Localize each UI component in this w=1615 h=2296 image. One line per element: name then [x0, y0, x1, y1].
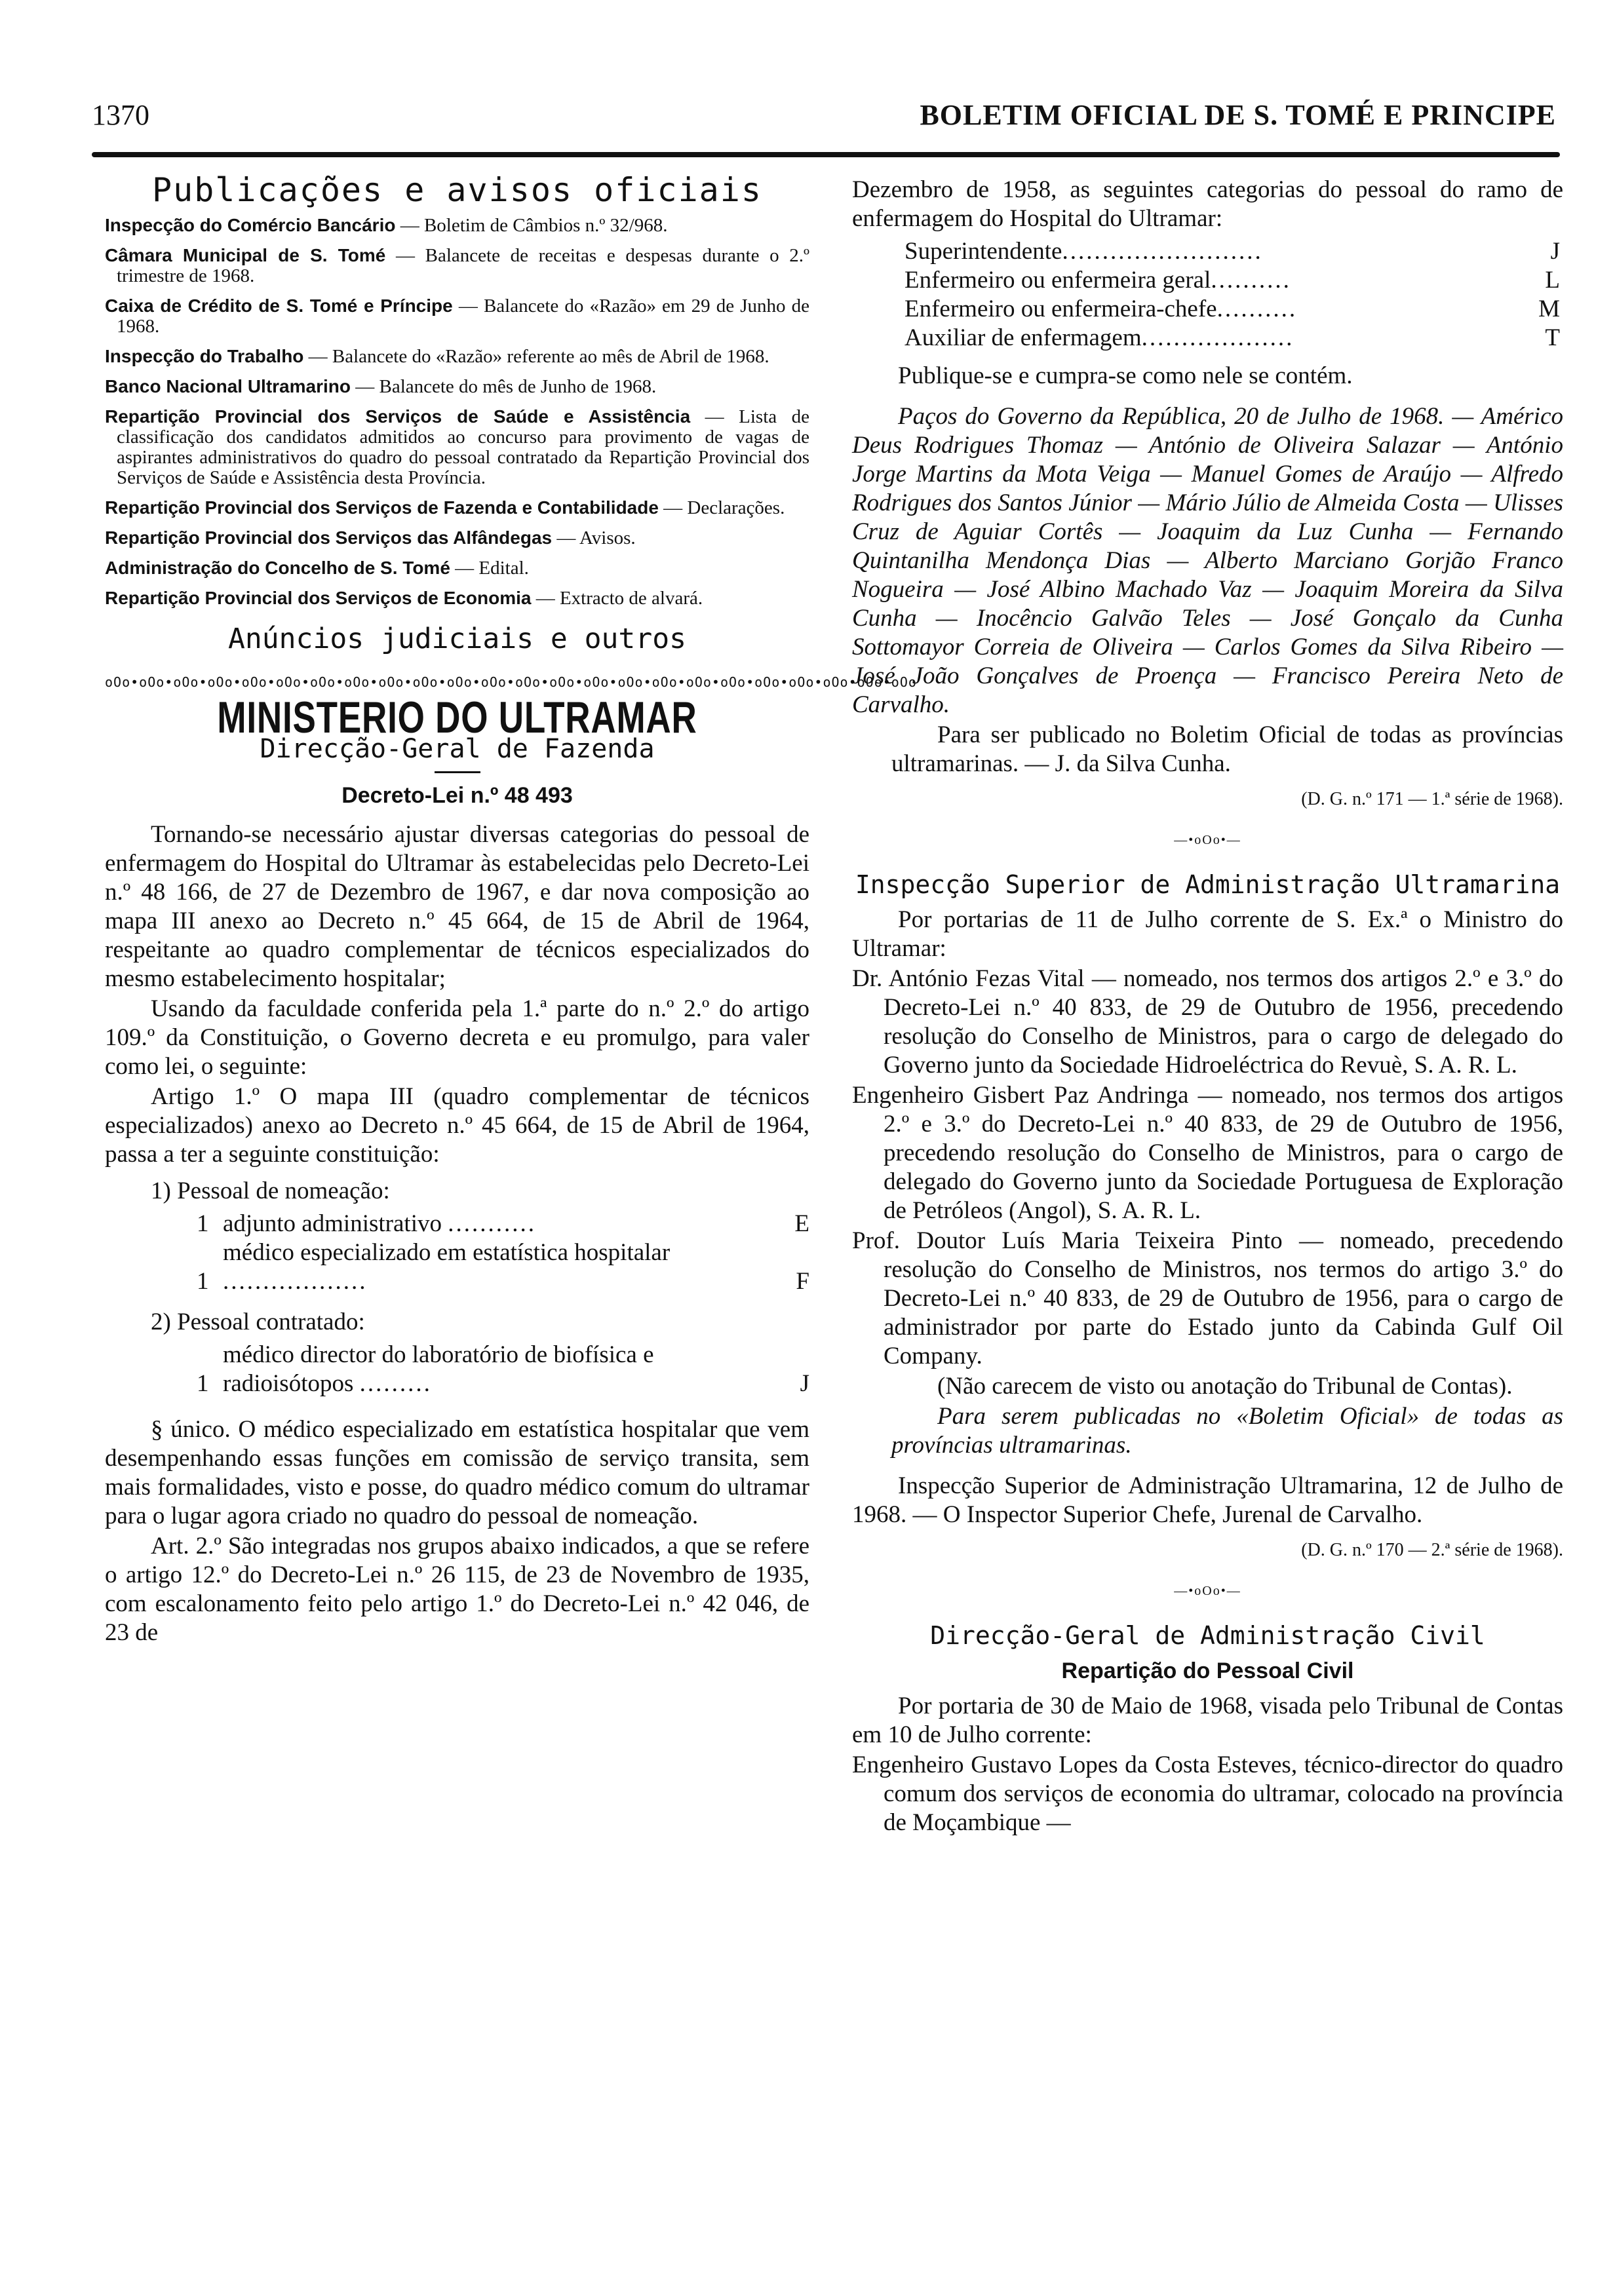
left-column [105, 171, 917, 1649]
notice-item [105, 558, 809, 579]
category-label [905, 295, 1534, 324]
group-label: 1) Pessoal de nomeação: [151, 1177, 390, 1204]
notice-item [105, 527, 809, 548]
notice-head: Repartição Provincial dos Serviços de Economia [105, 588, 532, 608]
notice-text: — Extracto de alvará. [531, 588, 703, 609]
notice-text: — Balancete do mês de Junho de 1968. [350, 376, 657, 397]
header-rule [92, 152, 1560, 157]
leader-dots: ......... [359, 1370, 432, 1397]
staff-count: 1 [197, 1268, 209, 1295]
visto-note: (Não carecem de visto ou anotação do Tribunal de Contas). [937, 1373, 1513, 1400]
notice-head: Inspecção do Trabalho [105, 346, 304, 366]
category-label [905, 237, 1534, 266]
notice-head: Câmara Municipal de S. Tomé [105, 245, 386, 265]
leader-dots: ........... [448, 1210, 536, 1237]
category-label-text: Enfermeiro ou enfermeira geral [905, 267, 1211, 294]
category-row [905, 237, 1560, 266]
notice-item [105, 245, 809, 286]
category-table [905, 237, 1560, 353]
category-grade: M [1538, 296, 1560, 322]
inspeccao-title: Inspecção Superior de Administração Ultramarina [855, 870, 1561, 899]
staff-title [223, 1238, 777, 1296]
publicacoes-heading: Publicações e avisos oficiais [152, 171, 762, 209]
staff-title-text: médico especializado em estatística hospitalar [223, 1239, 671, 1266]
direction-title: Direcção-Geral de Fazenda [260, 734, 655, 764]
decree-title: Decreto-Lei n.º 48 493 [341, 783, 573, 808]
ornament-border: oOo•oOo•oOo•oOo•oOo•oOo•oOo•oOo•oOo•oOo•oOo•oOo•oOo•oOo•oOo•oOo•oOo•oOo•oOo•oOo•oOo•oOo•oOo•oOo [105, 674, 917, 690]
civil-intro: Por portaria de 30 de Maio de 1968, visada pelo Tribunal de Contas em 10 de Julho corrente: [852, 1693, 1563, 1748]
ornament: —•oOo•— [1174, 1584, 1241, 1598]
staff-grade: J [800, 1370, 809, 1397]
notice-text: — Avisos. [552, 527, 636, 548]
notice-item [105, 406, 809, 488]
ornament: —•oOo•— [1174, 833, 1241, 847]
portaria-entry: Dr. António Fezas Vital — nomeado, nos termos dos artigos 2.º e 3.º do Decreto-Lei n.º 40 833, de 29 de Outubro de 1956, precedendo resolução do Conselho de Ministros, para o cargo de delegado do Governo junto da Sociedade Hidroeléctrica do Revuè, S. A. R. L. [852, 965, 1563, 1079]
publication-note: Para ser publicado no Boletim Oficial de todas as províncias ultramarinas. — J. da Silva Cunha. [891, 721, 1563, 777]
civil-title: Direcção-Geral de Administração Civil [930, 1621, 1485, 1650]
notice-text: — Edital. [450, 558, 529, 579]
staff-title [223, 1210, 777, 1238]
decree-paragraph: Tornando-se necessário ajustar diversas categorias do pessoal de enfermagem do Hospital do Ultramar às estabelecidas pelo Decreto-Lei n.º 48 166, de 27 de Dezembro de 1967, e dar nova composição ao mapa III anexo ao Decreto n.º 45 664, de 15 de Abril de 1964, respeitante ao quadro complementar de técnicos especializados do mesmo estabelecimento hospitalar; [105, 821, 809, 992]
category-label-text: Auxiliar de enfermagem [905, 324, 1142, 351]
staff-grade: E [794, 1210, 809, 1237]
publique-text: Publique-se e cumpra-se como nele se contém. [898, 362, 1353, 389]
inspeccao-signature: Inspecção Superior de Administração Ultramarina, 12 de Julho de 1968. — O Inspector Superior Chefe, Jurenal de Carvalho. [852, 1472, 1563, 1528]
portarias-intro: Por portarias de 11 de Julho corrente de S. Ex.ª o Ministro do Ultramar: [852, 906, 1563, 962]
civil-entry: Engenheiro Gustavo Lopes da Costa Esteves, técnico-director do quadro comum dos serviços de economia do ultramar, colocado na província de Moçambique — [852, 1751, 1563, 1836]
staff-grade: F [796, 1268, 809, 1295]
notice-text: — Balancete de receitas e despesas durante o 2.º trimestre de 1968. [117, 245, 809, 286]
publicacoes-list [105, 215, 809, 609]
staff-count: 1 [197, 1370, 209, 1397]
page-number: 1370 [92, 99, 149, 131]
notice-text: — Balancete do «Razão» em 29 de Junho de 1968. [117, 296, 809, 337]
staff-title-text: adjunto administrativo [223, 1210, 442, 1237]
leader-dots: .................. [223, 1268, 368, 1295]
staff-item [197, 1210, 809, 1238]
article-2: Art. 2.º São integradas nos grupos abaixo indicados, a que se refere o artigo 12.º do Decreto-Lei n.º 26 115, de 23 de Novembro de 1935, com escalonamento feito pelo artigo 1.º do Decreto-Lei n.º 42 046, de 23 de [105, 1533, 809, 1646]
category-label [905, 266, 1534, 295]
notice-item [105, 588, 809, 609]
ministry-title: MINISTERIO DO ULTRAMAR [217, 693, 697, 742]
category-grade: T [1545, 324, 1560, 351]
paragraph-unico: § único. O médico especializado em estatística hospitalar que vem desempenhando essas funções em comissão de serviço transita, sem mais formalidades, visto e posse, do quadro médico comum do ultramar para o lugar agora criado no quadro do pessoal de nomeação. [105, 1416, 809, 1529]
signatures-paragraph: Paços do Governo da República, 20 de Julho de 1968. — Américo Deus Rodrigues Thomaz — António de Oliveira Salazar — António Jorge Martins da Mota Veiga — Manuel Gomes de Araújo — Alfredo Rodrigues dos Santos Júnior — Mário Júlio de Almeida Costa — Ulisses Cruz de Aguiar Cortês — Joaquim da Luz Cunha — Fernando Quintanilha Mendonça Dias — Alberto Marciano Gorjão Franco Nogueira — José Albino Machado Vaz — Joaquim Moreira da Silva Cunha — Inocêncio Galvão Teles — José Gonçalo da Cunha Sottomayor Correia de Oliveira — Carlos Gomes da Silva Ribeiro — José João Gonçalves de Proença — Francisco Pereira Neto de Carvalho. [852, 403, 1563, 718]
category-row [905, 295, 1560, 324]
citation: (D. G. n.º 171 — 1.ª série de 1968). [1301, 789, 1563, 809]
notice-text: — Lista de classificação dos candidatos admitidos ao concurso para provimento de vagas de aspirantes administrativos do quadro do pessoal contratado da Repartição Provincial dos Serviços de Saúde e Assistência desta Província. [117, 406, 810, 488]
staff-item [197, 1238, 809, 1296]
category-row [905, 266, 1560, 295]
notice-head: Repartição Provincial dos Serviços de Fazenda e Contabilidade [105, 497, 659, 518]
notice-text: — Balancete do «Razão» referente ao mês de Abril de 1968. [303, 346, 769, 367]
leader-dots: ......................... [1062, 238, 1263, 265]
running-title: BOLETIM OFICIAL DE S. TOMÉ E PRINCIPE [920, 99, 1556, 131]
publication-note: Para serem publicadas no «Boletim Oficial» de todas as províncias ultramarinas. [891, 1403, 1563, 1459]
notice-head: Repartição Provincial dos Serviços das Alfândegas [105, 527, 553, 548]
leader-dots: ................... [1141, 324, 1294, 351]
leader-dots: .......... [1211, 267, 1291, 294]
category-label [905, 324, 1534, 353]
notice-head: Caixa de Crédito de S. Tomé e Príncipe [105, 296, 453, 316]
notice-text: — Declarações. [658, 497, 785, 518]
staff-title-text: médico director do laboratório de biofísica e radioisótopos [223, 1341, 654, 1397]
category-row [905, 324, 1560, 353]
decree-paragraph: Artigo 1.º O mapa III (quadro complementar de técnicos especializados) anexo ao Decreto n.º 45 664, de 15 de Abril de 1964, passa a ter a seguinte constituição: [105, 1083, 809, 1168]
decree-paragraph: Usando da faculdade conferida pela 1.ª parte do n.º 2.º do artigo 109.º da Constituição, o Governo decreta e eu promulgo, para valer como lei, o seguinte: [105, 995, 809, 1080]
notice-head: Repartição Provincial dos Serviços de Saúde e Assistência [105, 406, 691, 427]
category-grade: J [1550, 238, 1560, 265]
civil-subtitle: Repartição do Pessoal Civil [1061, 1658, 1354, 1683]
anuncios-heading: Anúncios judiciais e outros [228, 622, 686, 655]
group-label: 2) Pessoal contratado: [151, 1309, 365, 1335]
notice-head: Banco Nacional Ultramarino [105, 376, 351, 396]
portaria-entry: Engenheiro Gisbert Paz Andringa — nomeado, nos termos dos artigos 2.º e 3.º do Decreto-Lei n.º 40 833, de 29 de Outubro de 1956, precedendo resolução do Conselho de Ministros, para o cargo de delegado do Governo junto da Sociedade Portuguesa de Exploração de Petróleos (Angol), S. A. R. L. [852, 1082, 1563, 1224]
citation: (D. G. n.º 170 — 2.ª série de 1968). [1301, 1540, 1563, 1560]
staff-item [197, 1341, 809, 1398]
right-column [852, 176, 1563, 1839]
category-label-text: Enfermeiro ou enfermeira-chefe [905, 296, 1217, 322]
notice-item [105, 497, 809, 518]
divider [435, 771, 480, 773]
continuation-text: Dezembro de 1958, as seguintes categorias do pessoal do ramo de enfermagem do Hospital do Ultramar: [852, 176, 1563, 232]
category-grade: L [1545, 267, 1560, 294]
portaria-entry: Prof. Doutor Luís Maria Teixeira Pinto — nomeado, precedendo resolução do Conselho de Ministros, nos termos do artigo 3.º do Decreto-Lei n.º 40 833, de 29 de Outubro de 1956, para o cargo de administrador por parte do Estado junto da Cabinda Gulf Oil Company. [852, 1227, 1563, 1369]
notice-head: Inspecção do Comércio Bancário [105, 215, 396, 235]
notice-item [105, 296, 809, 337]
category-label-text: Superintendente [905, 238, 1062, 265]
leader-dots: .......... [1216, 296, 1298, 322]
staff-title [223, 1341, 777, 1398]
notice-text: — Boletim de Câmbios n.º 32/968. [395, 215, 668, 236]
notice-item [105, 346, 809, 367]
staff-count: 1 [197, 1210, 209, 1237]
notice-item [105, 376, 809, 397]
notice-head: Administração do Concelho de S. Tomé [105, 558, 450, 578]
notice-item [105, 215, 809, 236]
